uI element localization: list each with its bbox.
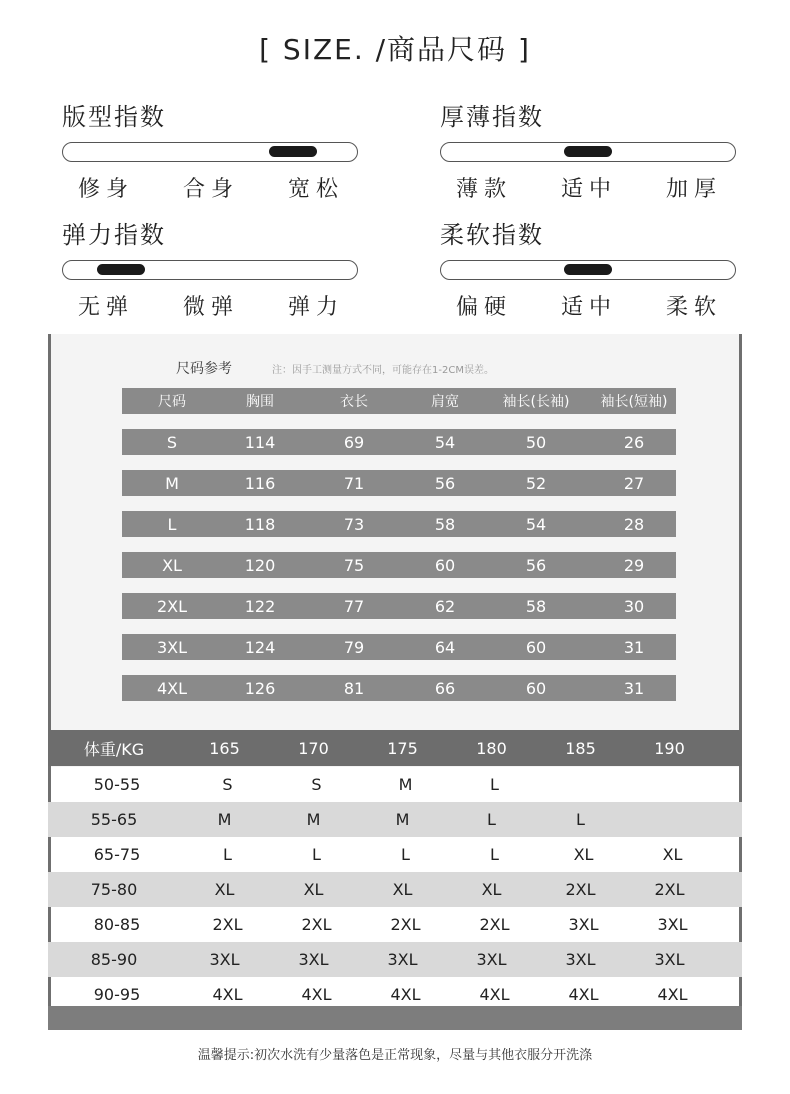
table-cell: 60 xyxy=(525,678,547,698)
table-cell: 26 xyxy=(623,432,645,452)
table-cell: 2XL xyxy=(654,880,685,899)
table-cell: 4XL xyxy=(390,985,421,1004)
table-cell: L xyxy=(490,775,499,794)
tick-label: 适中 xyxy=(560,295,617,320)
table-cell: 3XL xyxy=(298,950,329,969)
elasticity-index xyxy=(62,218,362,321)
table-cell: 65-75 xyxy=(93,845,141,864)
index-knob xyxy=(564,146,612,157)
table-cell: 58 xyxy=(434,514,456,534)
column-header: 体重/KG xyxy=(83,739,145,759)
table-cell: 4XL xyxy=(156,678,188,698)
table-row xyxy=(122,593,676,619)
table-cell: XL xyxy=(162,555,182,575)
table-cell: M xyxy=(395,810,410,829)
index-ticks xyxy=(440,172,740,203)
table-row xyxy=(122,634,676,660)
tick-label: 微弹 xyxy=(182,295,239,320)
table-cell: 29 xyxy=(623,555,645,575)
table-cell: 79 xyxy=(343,637,365,657)
table-cell: 2XL xyxy=(390,915,421,934)
table-cell: 54 xyxy=(434,432,456,452)
tick-label: 适中 xyxy=(560,177,617,202)
table-cell: 28 xyxy=(623,514,645,534)
table-cell: 56 xyxy=(434,473,456,493)
page-title: [ SIZE. /商品尺码 ] xyxy=(259,33,531,66)
table-cell: S xyxy=(222,775,233,794)
table-cell: 114 xyxy=(244,432,276,452)
table-bottom-bar xyxy=(48,1006,742,1030)
table-cell: 64 xyxy=(434,637,456,657)
table-cell: 4XL xyxy=(479,985,510,1004)
column-header: 袖长(长袖) xyxy=(502,394,570,410)
tick-label: 修身 xyxy=(78,177,135,202)
column-header: 170 xyxy=(298,738,329,758)
index-label: 柔软指数 xyxy=(440,221,544,249)
table-cell: 116 xyxy=(244,473,276,493)
index-track xyxy=(62,142,358,162)
table-row xyxy=(48,767,742,802)
index-knob xyxy=(97,264,145,275)
table-cell: 73 xyxy=(343,514,365,534)
table-cell: 4XL xyxy=(657,985,688,1004)
table-cell: XL xyxy=(303,880,324,899)
table-cell: 118 xyxy=(244,514,276,534)
table-cell: 126 xyxy=(244,678,276,698)
table-cell: M xyxy=(217,810,232,829)
table-cell: 30 xyxy=(623,596,645,616)
table-cell: 3XL xyxy=(209,950,240,969)
table-cell: 2XL xyxy=(301,915,332,934)
table-row xyxy=(122,511,676,537)
table-cell: 66 xyxy=(434,678,456,698)
weight-table-header xyxy=(48,730,742,766)
table-cell: L xyxy=(487,810,496,829)
table-row xyxy=(122,429,676,455)
table-cell: M xyxy=(398,775,413,794)
table-cell: L xyxy=(401,845,410,864)
table-row xyxy=(48,802,742,837)
tick-label: 合身 xyxy=(182,177,239,202)
index-track xyxy=(440,142,736,162)
table-cell: 52 xyxy=(525,473,547,493)
tick-label: 加厚 xyxy=(665,177,722,202)
table-cell: XL xyxy=(481,880,502,899)
table-cell: M xyxy=(165,473,179,493)
table-cell: 3XL xyxy=(156,637,188,657)
index-track xyxy=(440,260,736,280)
column-header: 胸围 xyxy=(246,394,274,410)
table-cell: 80-85 xyxy=(93,915,141,934)
table-cell: S xyxy=(166,432,178,452)
table-cell: 60 xyxy=(434,555,456,575)
table-cell: 31 xyxy=(623,678,645,698)
table-cell: M xyxy=(306,810,321,829)
column-header: 肩宽 xyxy=(431,394,459,410)
washing-tip: 温馨提示:初次水洗有少量落色是正常现象，尽量与其他衣服分开洗涤 xyxy=(197,1048,593,1063)
tick-label: 宽松 xyxy=(287,177,344,202)
table-row xyxy=(48,942,742,977)
table-cell: 58 xyxy=(525,596,547,616)
tick-label: 弹力 xyxy=(287,295,344,320)
column-header: 190 xyxy=(654,738,685,758)
table-cell: 56 xyxy=(525,555,547,575)
table-cell: XL xyxy=(573,845,594,864)
table-cell: L xyxy=(576,810,585,829)
table-cell: 4XL xyxy=(301,985,332,1004)
table-cell: 75-80 xyxy=(90,880,138,899)
table-cell: L xyxy=(167,514,177,534)
table-cell: 62 xyxy=(434,596,456,616)
index-ticks xyxy=(62,290,362,321)
column-header: 尺码 xyxy=(158,394,186,410)
measurement-note: 注：因手工测量方式不同，可能存在1-2CM误差。 xyxy=(272,365,494,376)
tick-label: 无弹 xyxy=(78,295,135,320)
index-knob xyxy=(564,264,612,275)
table-cell: 50-55 xyxy=(93,775,141,794)
index-knob xyxy=(269,146,317,157)
table-cell: 2XL xyxy=(565,880,596,899)
table-cell: 77 xyxy=(343,596,365,616)
table-cell: 31 xyxy=(623,637,645,657)
table-cell: 3XL xyxy=(654,950,685,969)
index-label: 弹力指数 xyxy=(62,221,166,249)
table-row xyxy=(48,872,742,907)
index-label: 厚薄指数 xyxy=(440,103,544,131)
table-cell: L xyxy=(490,845,499,864)
table-cell: 3XL xyxy=(657,915,688,934)
size-reference-heading: 尺码参考 xyxy=(176,361,232,377)
table-cell: 4XL xyxy=(212,985,243,1004)
table-row xyxy=(48,907,742,942)
table-cell: 2XL xyxy=(479,915,510,934)
table-cell: S xyxy=(311,775,322,794)
tick-label: 薄款 xyxy=(456,177,513,202)
tick-label: 柔软 xyxy=(665,295,722,320)
index-ticks xyxy=(62,172,362,203)
size-table-header xyxy=(122,388,676,414)
table-cell: 124 xyxy=(244,637,276,657)
table-cell: 75 xyxy=(343,555,365,575)
softness-index xyxy=(440,218,740,321)
table-cell: 2XL xyxy=(212,915,243,934)
table-cell: 71 xyxy=(343,473,365,493)
table-cell: 54 xyxy=(525,514,547,534)
table-cell: 50 xyxy=(525,432,547,452)
table-cell: 85-90 xyxy=(90,950,138,969)
table-cell: 3XL xyxy=(568,915,599,934)
index-track xyxy=(62,260,358,280)
column-header: 185 xyxy=(565,738,596,758)
table-cell: 4XL xyxy=(568,985,599,1004)
table-row xyxy=(122,552,676,578)
table-cell: 120 xyxy=(244,555,276,575)
table-cell: 90-95 xyxy=(93,985,141,1004)
table-cell: XL xyxy=(214,880,235,899)
table-cell: 3XL xyxy=(387,950,418,969)
table-cell: 27 xyxy=(623,473,645,493)
table-cell: 55-65 xyxy=(90,810,138,829)
table-cell: L xyxy=(223,845,232,864)
column-header: 180 xyxy=(476,738,507,758)
table-cell: 3XL xyxy=(565,950,596,969)
index-label: 版型指数 xyxy=(62,103,166,131)
table-cell: XL xyxy=(392,880,413,899)
index-ticks xyxy=(440,290,740,321)
table-row xyxy=(122,675,676,701)
tick-label: 偏硬 xyxy=(456,295,513,320)
table-cell: L xyxy=(312,845,321,864)
column-header: 袖长(短袖) xyxy=(600,394,668,410)
table-cell: 69 xyxy=(343,432,365,452)
thickness-index xyxy=(440,100,740,203)
table-cell: XL xyxy=(662,845,683,864)
column-header: 衣长 xyxy=(340,394,368,410)
table-cell: 3XL xyxy=(476,950,507,969)
table-cell: 122 xyxy=(244,596,276,616)
column-header: 175 xyxy=(387,738,418,758)
table-row xyxy=(122,470,676,496)
table-row xyxy=(48,837,742,872)
table-cell: 81 xyxy=(343,678,365,698)
fit-index xyxy=(62,100,362,203)
table-cell: 2XL xyxy=(156,596,188,616)
table-cell: 60 xyxy=(525,637,547,657)
column-header: 165 xyxy=(209,738,240,758)
